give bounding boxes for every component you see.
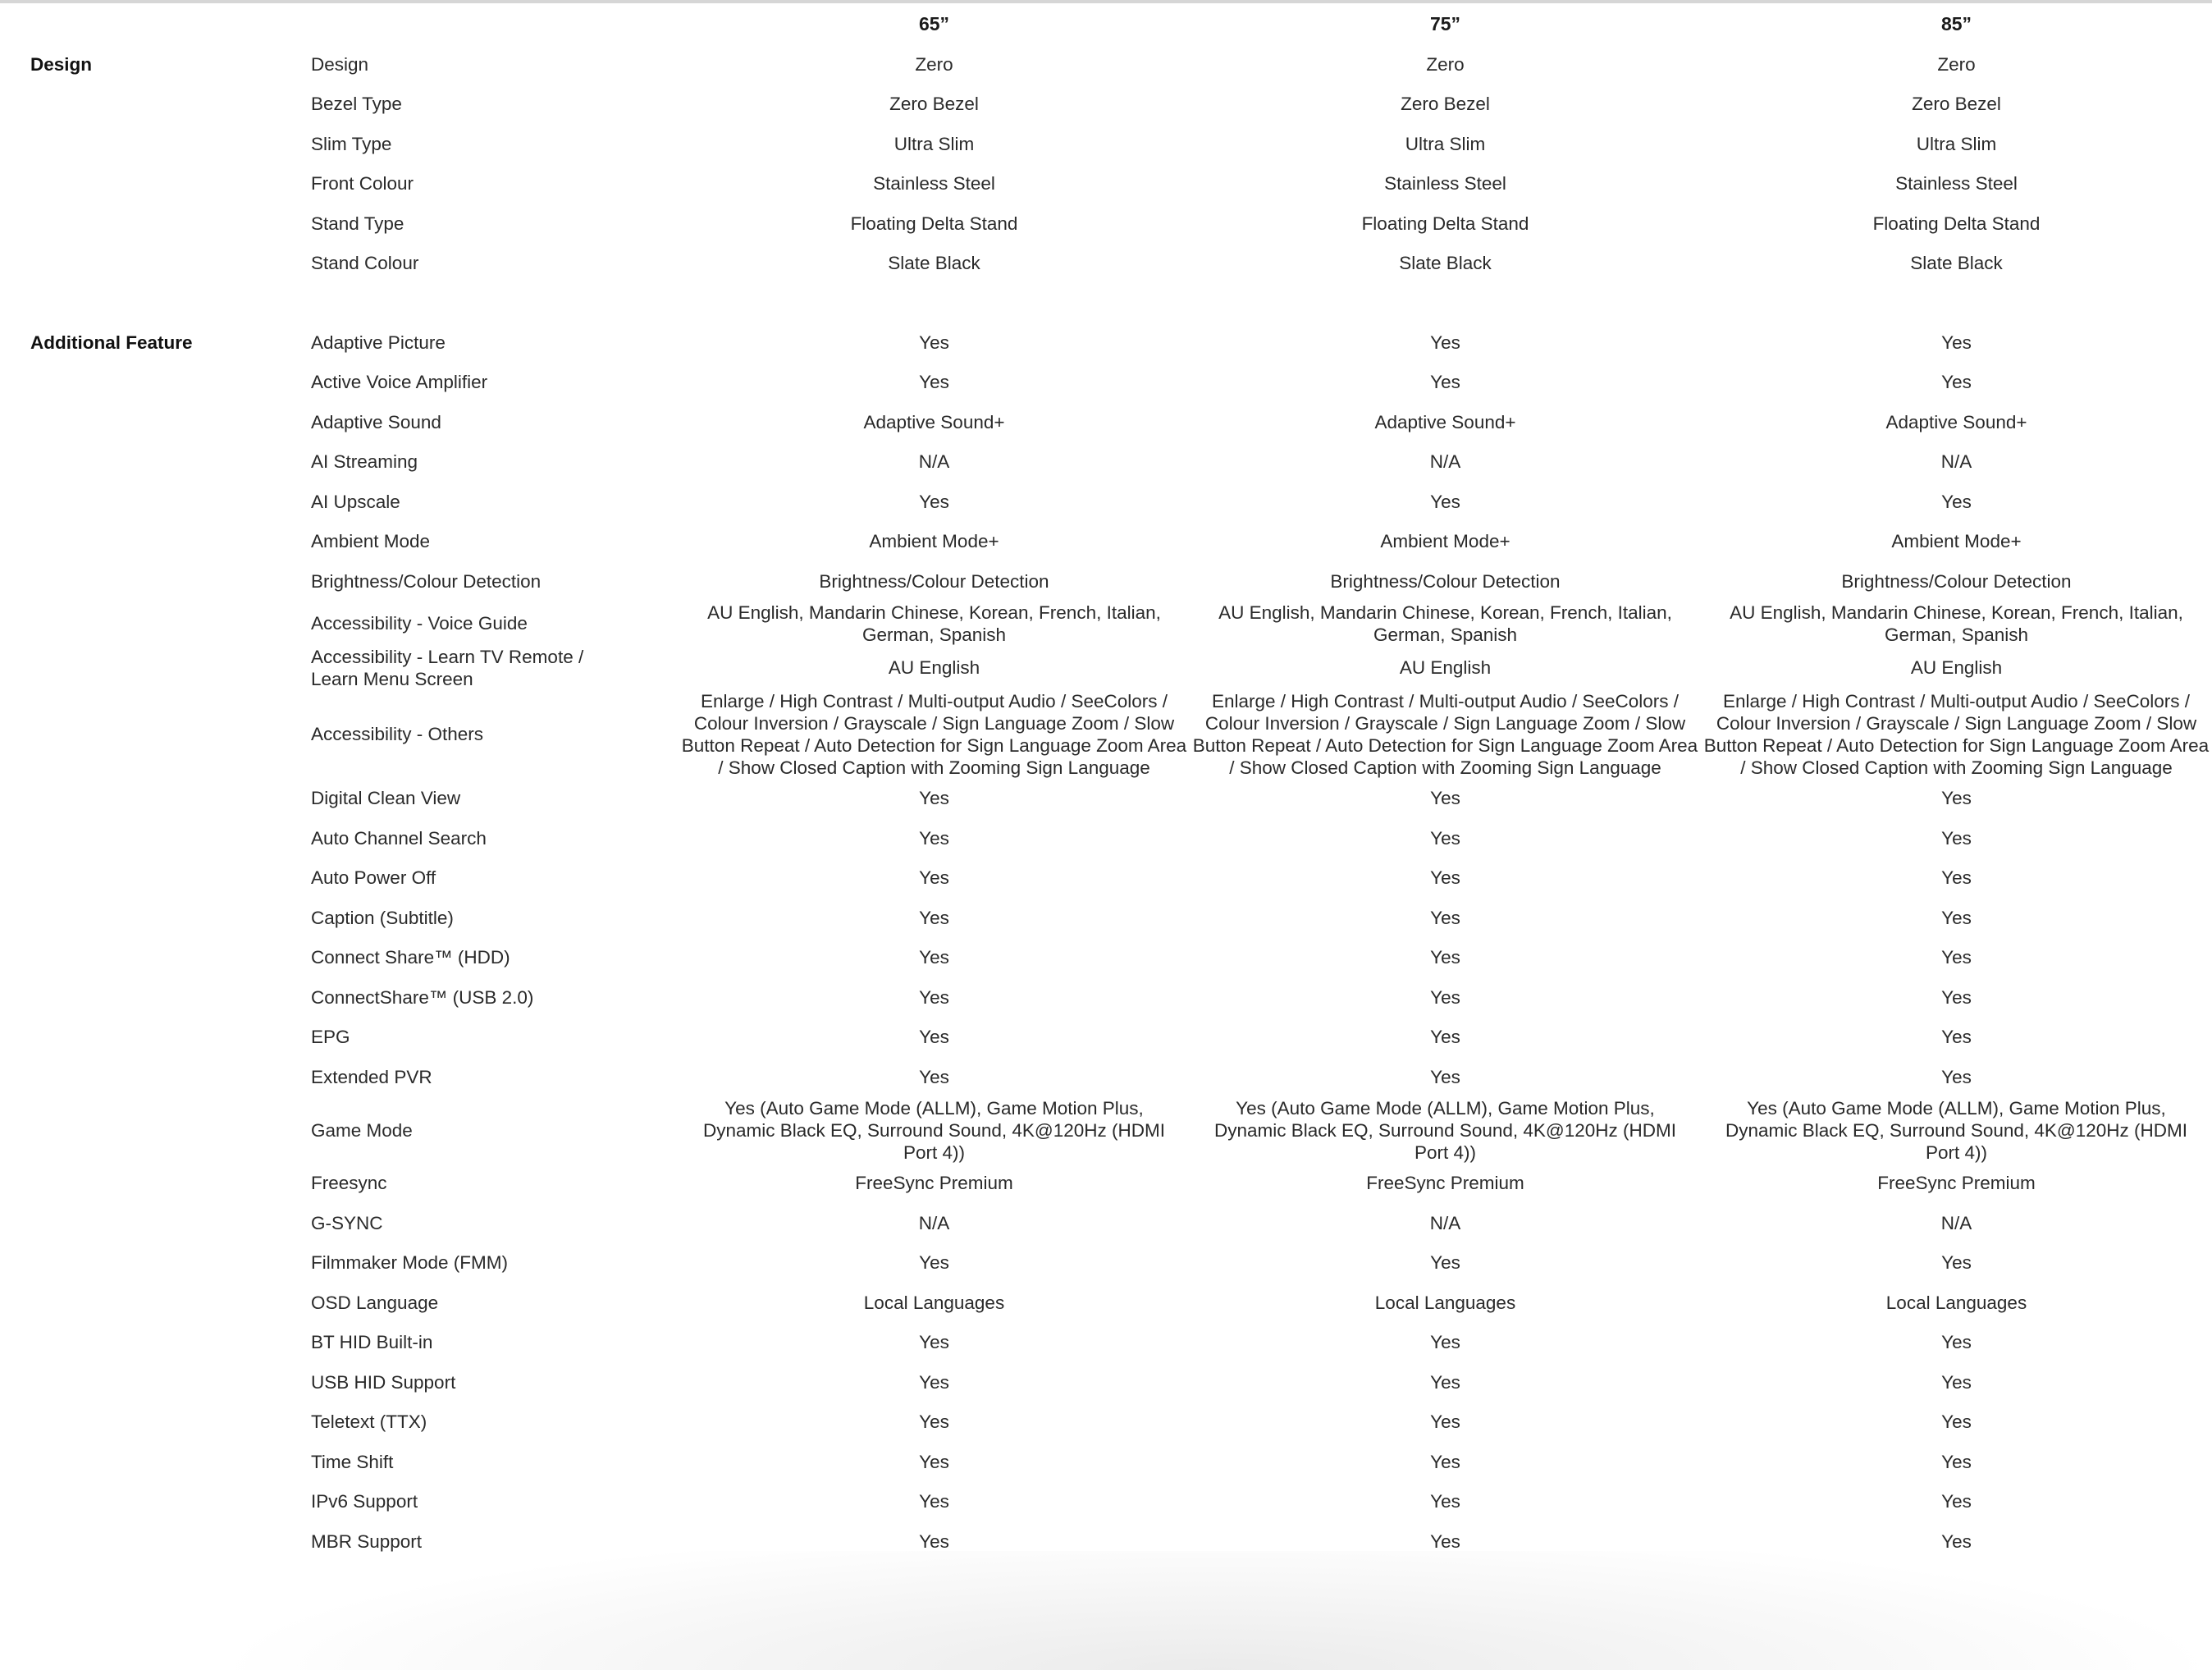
spec-label: G-SYNC xyxy=(311,1212,383,1233)
spec-row-mbr-support xyxy=(0,1521,2212,1562)
spec-row-extended-pvr xyxy=(0,1057,2212,1097)
spec-value-65: Floating Delta Stand xyxy=(850,213,1018,234)
spec-value-75: Zero Bezel xyxy=(1401,94,1490,115)
spec-row-stand-type xyxy=(0,204,2212,244)
spec-label: Connect Share™ (HDD) xyxy=(311,947,510,968)
spec-row-front-colour xyxy=(0,164,2212,204)
spec-label: IPv6 Support xyxy=(311,1491,418,1512)
spec-value-75: Yes xyxy=(1430,1530,1460,1552)
spec-value-85: Floating Delta Stand xyxy=(1872,213,2041,234)
spec-value-85: Yes xyxy=(1941,788,1972,809)
spec-value-75: Slate Black xyxy=(1399,253,1492,274)
spec-value-65: Yes xyxy=(919,1491,949,1512)
spec-value-85: Yes xyxy=(1941,332,1972,353)
bottom-shadow xyxy=(0,1551,2212,1670)
section-title-blank xyxy=(0,818,299,858)
section-title-blank xyxy=(0,1203,299,1243)
spec-value-85: N/A xyxy=(1940,451,1972,473)
spec-row-time-shift xyxy=(0,1442,2212,1482)
spec-value-85: Zero Bezel xyxy=(1912,94,2001,115)
spec-value-75: Yes xyxy=(1430,1371,1460,1393)
spec-value-75: Brightness/Colour Detection xyxy=(1330,570,1561,592)
spec-row-design xyxy=(0,44,2212,85)
spec-value-75: AU English, Mandarin Chinese, Korean, French, Italian, German, Spanish xyxy=(1218,602,1672,645)
spec-value-85: Adaptive Sound+ xyxy=(1885,411,2027,432)
spec-value-65: Yes xyxy=(919,1530,949,1552)
spec-value-75: Zero xyxy=(1426,53,1465,75)
spec-value-75: Yes xyxy=(1430,1066,1460,1087)
spec-value-85: Yes xyxy=(1941,986,1972,1008)
spec-value-85: Yes xyxy=(1941,1411,1972,1433)
spec-label: Teletext (TTX) xyxy=(311,1411,427,1433)
spec-value-85: Yes xyxy=(1941,1530,1972,1552)
spec-value-75: Yes (Auto Game Mode (ALLM), Game Motion Plus, Dynamic Black EQ, Surround Sound, 4K@120Hz (HDMI Port 4)) xyxy=(1213,1097,1677,1163)
spec-value-85: Yes (Auto Game Mode (ALLM), Game Motion Plus, Dynamic Black EQ, Surround Sound, 4K@120Hz (HDMI Port 4)) xyxy=(1725,1097,2188,1163)
spec-value-85: N/A xyxy=(1940,1212,1972,1233)
spec-label: Auto Power Off xyxy=(311,867,436,889)
spec-value-65: Zero Bezel xyxy=(889,94,979,115)
spec-value-75: Yes xyxy=(1430,332,1460,353)
spec-value-75: Yes xyxy=(1430,788,1460,809)
spec-value-75: Yes xyxy=(1430,986,1460,1008)
section-title-blank xyxy=(0,938,299,978)
spec-value-75: Yes xyxy=(1430,1451,1460,1472)
spec-label: Time Shift xyxy=(311,1451,394,1472)
spec-label: EPG xyxy=(311,1027,350,1048)
section-title-blank xyxy=(0,1402,299,1443)
section-title-blank xyxy=(0,690,299,779)
section-title-blank xyxy=(0,561,299,602)
spec-value-65: Yes xyxy=(919,788,949,809)
spec-row-connect-share-hdd xyxy=(0,938,2212,978)
spec-value-75: FreeSync Premium xyxy=(1366,1173,1524,1194)
model-header-85: 85” xyxy=(1940,12,1972,34)
spec-row-slim-type xyxy=(0,124,2212,164)
spec-value-65: Yes xyxy=(919,1066,949,1087)
spec-value-85: Ultra Slim xyxy=(1916,133,1997,154)
spec-value-65: Yes xyxy=(919,372,949,393)
spec-label: Accessibility - Voice Guide xyxy=(311,613,528,634)
spec-value-65: N/A xyxy=(918,1212,950,1233)
spec-label: Front Colour xyxy=(311,173,414,194)
spec-value-65: Adaptive Sound+ xyxy=(863,411,1005,432)
spec-value-75: Yes xyxy=(1430,907,1460,928)
spec-value-85: Yes xyxy=(1941,1491,1972,1512)
section-title-blank xyxy=(0,124,299,164)
spec-value-65: Yes xyxy=(919,907,949,928)
spec-value-65: Zero xyxy=(915,53,953,75)
section-title-blank xyxy=(0,1482,299,1522)
section-title-blank xyxy=(0,164,299,204)
spec-value-75: Yes xyxy=(1430,1332,1460,1353)
spec-value-85: Yes xyxy=(1941,1252,1972,1274)
spec-label: USB HID Support xyxy=(311,1371,456,1393)
spec-row-adaptive-picture xyxy=(0,323,2212,363)
spec-row-osd-language xyxy=(0,1283,2212,1323)
section-title-blank xyxy=(0,442,299,483)
section-title-blank xyxy=(0,1018,299,1058)
spec-value-65: Yes xyxy=(919,1451,949,1472)
spec-value-65: Brightness/Colour Detection xyxy=(819,570,1049,592)
spec-value-75: Yes xyxy=(1430,867,1460,889)
spec-row-filmmaker-mode-fmm xyxy=(0,1243,2212,1283)
section-title-blank xyxy=(0,977,299,1018)
spec-label: Adaptive Sound xyxy=(311,411,441,432)
spec-value-75: Yes xyxy=(1430,947,1460,968)
spec-label: Ambient Mode xyxy=(311,531,431,552)
spec-value-65: Yes xyxy=(919,947,949,968)
spec-value-85: Yes xyxy=(1941,947,1972,968)
section-title-blank xyxy=(0,244,299,284)
section-title-blank xyxy=(0,646,299,690)
spec-value-85: Yes xyxy=(1941,867,1972,889)
spec-label: BT HID Built-in xyxy=(311,1332,433,1353)
spec-value-75: Adaptive Sound+ xyxy=(1374,411,1516,432)
spec-value-75: AU English xyxy=(1399,657,1492,678)
spec-value-75: Yes xyxy=(1430,1252,1460,1274)
spec-value-65: Enlarge / High Contrast / Multi-output Audio / SeeColors / Colour Inversion / Grayscale / Sign Language Zoom / Slow Button Repeat / Auto Detection for Sign Language Zoom Area / Show Closed Caption with Zooming Sign Language xyxy=(681,690,1187,778)
spec-value-75: Ambient Mode+ xyxy=(1380,531,1510,552)
spec-row-adaptive-sound xyxy=(0,402,2212,442)
spec-value-75: Local Languages xyxy=(1374,1292,1516,1313)
spec-label: Game Mode xyxy=(311,1119,413,1141)
section-title-blank xyxy=(0,1057,299,1097)
header-blank-section xyxy=(0,0,299,44)
section-title-blank xyxy=(0,1521,299,1562)
spec-value-65: Stainless Steel xyxy=(873,173,995,194)
section-title: Additional Feature xyxy=(30,332,193,353)
spec-label: Stand Colour xyxy=(311,253,419,274)
spec-value-85: Yes xyxy=(1941,1451,1972,1472)
section-title-blank xyxy=(0,1323,299,1363)
spec-value-85: AU English xyxy=(1910,657,2003,678)
spec-row-accessibility-voice-guide xyxy=(0,602,2212,646)
spec-value-65: N/A xyxy=(918,451,950,473)
spec-row-bt-hid-built-in xyxy=(0,1323,2212,1363)
spec-value-75: Yes xyxy=(1430,372,1460,393)
spec-value-85: Yes xyxy=(1941,1371,1972,1393)
spec-row-active-voice-amplifier xyxy=(0,363,2212,403)
spec-value-85: Enlarge / High Contrast / Multi-output Audio / SeeColors / Colour Inversion / Grayscale / Sign Language Zoom / Slow Button Repeat / Auto Detection for Sign Language Zoom Area / Show Closed Caption with Zooming Sign Language xyxy=(1703,690,2210,778)
spec-value-85: Yes xyxy=(1941,907,1972,928)
section-title: Design xyxy=(30,53,93,75)
spec-value-75: Yes xyxy=(1430,1027,1460,1048)
spec-value-65: AU English xyxy=(888,657,980,678)
section-title-blank xyxy=(0,779,299,819)
spec-value-65: Yes xyxy=(919,867,949,889)
spec-label: MBR Support xyxy=(311,1530,423,1552)
spec-value-85: Yes xyxy=(1941,372,1972,393)
spec-value-85: Local Languages xyxy=(1885,1292,2027,1313)
spec-value-65: FreeSync Premium xyxy=(855,1173,1013,1194)
spec-row-game-mode xyxy=(0,1097,2212,1164)
spec-value-85: FreeSync Premium xyxy=(1877,1173,2036,1194)
spec-row-teletext-ttx xyxy=(0,1402,2212,1443)
spec-value-65: Yes xyxy=(919,1371,949,1393)
spec-value-65: Yes xyxy=(919,332,949,353)
spec-row-epg xyxy=(0,1018,2212,1058)
spec-value-65: Yes (Auto Game Mode (ALLM), Game Motion Plus, Dynamic Black EQ, Surround Sound, 4K@120Hz (HDMI Port 4)) xyxy=(702,1097,1166,1163)
spec-label: ConnectShare™ (USB 2.0) xyxy=(311,986,534,1008)
section-title-blank xyxy=(0,85,299,125)
spec-value-65: Yes xyxy=(919,491,949,512)
spec-value-65: Yes xyxy=(919,1027,949,1048)
spec-label: Slim Type xyxy=(311,133,392,154)
spec-row-freesync xyxy=(0,1164,2212,1204)
spec-row-g-sync xyxy=(0,1203,2212,1243)
spec-row-auto-power-off xyxy=(0,858,2212,899)
spec-label: Design xyxy=(311,53,369,75)
spec-value-65: Yes xyxy=(919,1252,949,1274)
section-title-blank xyxy=(0,204,299,244)
spec-value-75: Yes xyxy=(1430,491,1460,512)
spec-label: Caption (Subtitle) xyxy=(311,907,454,928)
spec-value-85: Slate Black xyxy=(1910,253,2003,274)
section-spacer-cell xyxy=(0,283,2212,323)
spec-row-bezel-type xyxy=(0,85,2212,125)
spec-value-75: Stainless Steel xyxy=(1384,173,1506,194)
section-title-blank xyxy=(0,1283,299,1323)
spec-label: Auto Channel Search xyxy=(311,827,487,849)
section-title-blank xyxy=(0,402,299,442)
model-header-row xyxy=(0,0,2212,44)
spec-value-65: AU English, Mandarin Chinese, Korean, French, Italian, German, Spanish xyxy=(707,602,1161,645)
section-title-blank xyxy=(0,1362,299,1402)
spec-value-65: Slate Black xyxy=(888,253,980,274)
spec-value-65: Yes xyxy=(919,986,949,1008)
section-title-blank xyxy=(0,1243,299,1283)
spec-row-brightness-colour-detection xyxy=(0,561,2212,602)
spec-value-75: Yes xyxy=(1430,827,1460,849)
spec-label: Accessibility - Others xyxy=(311,724,484,744)
spec-value-85: Yes xyxy=(1941,1027,1972,1048)
spec-label: Stand Type xyxy=(311,213,404,234)
spec-label: Extended PVR xyxy=(311,1066,432,1087)
section-title-blank xyxy=(0,1164,299,1204)
spec-label: AI Upscale xyxy=(311,491,400,512)
spec-row-ambient-mode xyxy=(0,522,2212,562)
spec-value-85: AU English, Mandarin Chinese, Korean, French, Italian, German, Spanish xyxy=(1730,602,2183,645)
spec-value-85: Yes xyxy=(1941,491,1972,512)
spec-row-caption-subtitle xyxy=(0,898,2212,938)
spec-row-ai-upscale xyxy=(0,482,2212,522)
spec-value-65: Yes xyxy=(919,1332,949,1353)
spec-row-connectshare-usb-2-0 xyxy=(0,977,2212,1018)
spec-value-65: Ambient Mode+ xyxy=(869,531,999,552)
spec-label: Filmmaker Mode (FMM) xyxy=(311,1252,508,1274)
section-title-blank xyxy=(0,1097,299,1164)
spec-value-75: Floating Delta Stand xyxy=(1361,213,1529,234)
spec-value-85: Brightness/Colour Detection xyxy=(1841,570,2072,592)
spec-label: Brightness/Colour Detection xyxy=(311,570,542,592)
spec-value-65: Yes xyxy=(919,1411,949,1433)
section-title-blank xyxy=(0,1442,299,1482)
spec-value-75: Enlarge / High Contrast / Multi-output Audio / SeeColors / Colour Inversion / Grayscale / Sign Language Zoom / Slow Button Repeat / Auto Detection for Sign Language Zoom Area / Show Closed Caption with Zooming Sign Language xyxy=(1192,690,1698,778)
section-title-blank xyxy=(0,602,299,646)
spec-label: OSD Language xyxy=(311,1292,439,1313)
spec-label: Freesync xyxy=(311,1173,387,1194)
spec-value-65: Ultra Slim xyxy=(893,133,975,154)
model-header-75: 75” xyxy=(1429,12,1461,34)
model-header-65: 65” xyxy=(918,12,950,34)
spec-row-ai-streaming xyxy=(0,442,2212,483)
spec-label: Bezel Type xyxy=(311,94,402,115)
spec-value-65: Local Languages xyxy=(863,1292,1005,1313)
spec-value-85: Ambient Mode+ xyxy=(1891,531,2022,552)
header-blank-label xyxy=(299,0,679,44)
section-title-blank xyxy=(0,898,299,938)
spec-value-85: Yes xyxy=(1941,1332,1972,1353)
spec-value-85: Yes xyxy=(1941,1066,1972,1087)
spec-value-65: Yes xyxy=(919,827,949,849)
spec-label: Active Voice Amplifier xyxy=(311,372,488,393)
spec-label: Accessibility - Learn TV Remote / Learn Menu Screen xyxy=(311,646,584,689)
section-title-blank xyxy=(0,858,299,899)
spec-value-75: Yes xyxy=(1430,1491,1460,1512)
spec-row-digital-clean-view xyxy=(0,779,2212,819)
section-title-blank xyxy=(0,522,299,562)
spec-row-accessibility-others xyxy=(0,690,2212,779)
spec-label: Digital Clean View xyxy=(311,788,461,809)
spec-row-usb-hid-support xyxy=(0,1362,2212,1402)
spec-row-auto-channel-search xyxy=(0,818,2212,858)
section-spacer xyxy=(0,283,2212,323)
section-title-blank xyxy=(0,363,299,403)
spec-value-85: Stainless Steel xyxy=(1895,173,2018,194)
spec-value-75: Ultra Slim xyxy=(1405,133,1486,154)
spec-row-accessibility-learn-tv-remote-learn-menu-screen xyxy=(0,646,2212,690)
spec-label: Adaptive Picture xyxy=(311,332,446,353)
spec-value-75: N/A xyxy=(1429,1212,1461,1233)
spec-value-75: Yes xyxy=(1430,1411,1460,1433)
spec-value-75: N/A xyxy=(1429,451,1461,473)
spec-label: AI Streaming xyxy=(311,451,418,473)
spec-row-stand-colour xyxy=(0,244,2212,284)
spec-value-85: Yes xyxy=(1941,827,1972,849)
spec-row-ipv6-support xyxy=(0,1482,2212,1522)
spec-value-85: Zero xyxy=(1937,53,1976,75)
section-title-blank xyxy=(0,482,299,522)
